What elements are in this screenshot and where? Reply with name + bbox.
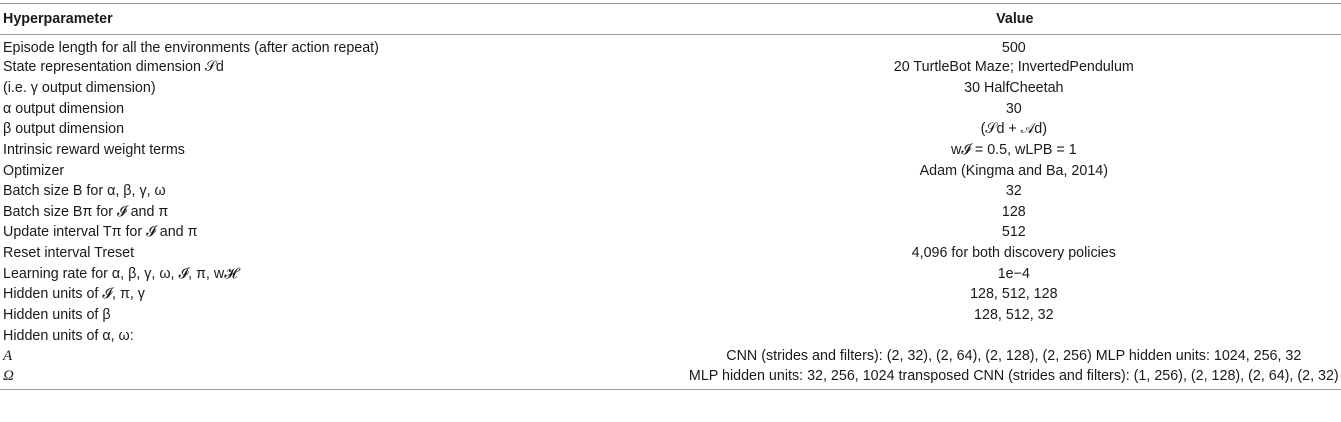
cell-value: 20 TurtleBot Maze; InvertedPendulum [893,59,1134,76]
cell-value: 32 [1005,183,1022,200]
cell-value: 512 [1001,224,1026,241]
cell-hyperparameter: Intrinsic reward weight terms [3,141,185,158]
table-row [0,181,1341,202]
cell-value: (𝒮d + 𝒜d) [980,121,1047,138]
cell-hyperparameter: Episode length for all the environments (after action repeat) [3,40,379,56]
table-header-row [0,4,1341,35]
cell-hyperparameter: A [3,348,13,365]
table-row [0,35,1341,58]
table-row [0,57,1341,78]
table-row [0,305,1341,326]
cell-value [379,325,1341,346]
cell-value: 4,096 for both discovery policies [911,245,1116,262]
cell-value: 128 [1001,203,1026,220]
cell-value: 128, 512, 32 [974,307,1054,323]
cell-hyperparameter: Hidden units of 𝓘, π, γ [3,286,145,303]
table-row [0,325,1341,346]
cell-hyperparameter: Learning rate for α, β, γ, ω, 𝓘, π, w𝓗 [3,265,238,282]
table-row [0,263,1341,284]
cell-hyperparameter: Hidden units of β [3,307,111,323]
table-row [0,119,1341,140]
cell-value: MLP hidden units: 32, 256, 1024 transposed CNN (strides and filters): (1, 256), (2, 128), (2, 64), (2, 32) [379,367,1341,390]
cell-value: 1e−4 [997,265,1030,282]
cell-hyperparameter: Batch size Bπ for 𝓘 and π [3,203,169,220]
cell-hyperparameter: Optimizer [3,162,65,179]
cell-hyperparameter: α output dimension [3,100,125,117]
table-row [0,160,1341,181]
table-row [0,78,1341,99]
table-row [0,98,1341,119]
cell-hyperparameter: Batch size B for α, β, γ, ω [3,183,166,200]
table-row [0,243,1341,264]
table-row [0,367,1341,390]
table-row [0,201,1341,222]
table-row [0,222,1341,243]
cell-value: 30 [1005,100,1022,117]
hyperparameter-table [0,3,1341,390]
table-row [0,284,1341,305]
cell-hyperparameter: Hidden units of α, ω: [3,327,134,344]
cell-value: 500 [1001,40,1026,56]
cell-value: CNN (strides and filters): (2, 32), (2, 64), (2, 128), (2, 256) MLP hidden units: 1024, 256, 32 [726,348,1302,365]
table-body [0,35,1341,390]
cell-hyperparameter: State representation dimension 𝒮d [3,59,224,76]
header-value: Value [379,4,1341,35]
cell-hyperparameter: Reset interval Treset [3,245,135,262]
table-row [0,140,1341,161]
cell-value: 30 HalfCheetah [964,79,1064,96]
table-row [0,346,1341,367]
cell-value: Adam (Kingma and Ba, 2014) [919,162,1108,179]
cell-value: 128, 512, 128 [970,286,1058,303]
cell-hyperparameter: (i.e. γ output dimension) [3,79,156,96]
cell-value: w𝓘 = 0.5, wLPB = 1 [950,141,1077,158]
header-hyperparameter: Hyperparameter [0,4,379,35]
cell-hyperparameter: β output dimension [3,121,125,138]
cell-hyperparameter: Update interval Tπ for 𝓘 and π [3,224,198,241]
cell-hyperparameter: Ω [0,367,379,390]
